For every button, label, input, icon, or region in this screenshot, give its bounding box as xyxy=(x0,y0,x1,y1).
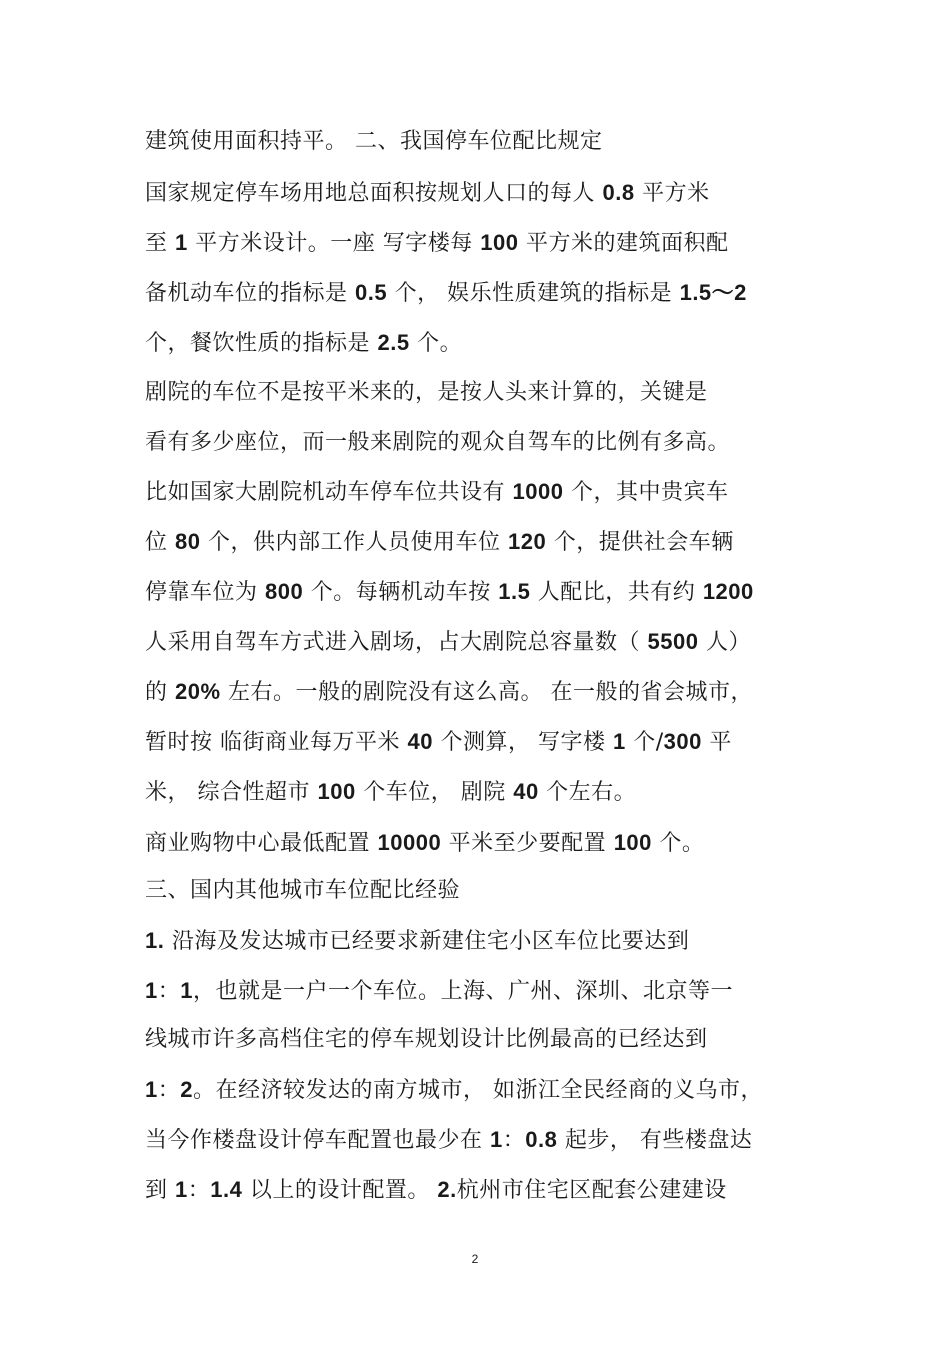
number-text: 20% xyxy=(175,679,221,704)
number-text: 300 xyxy=(663,729,702,754)
number-text: 2. xyxy=(437,1177,457,1202)
number-text: 1.5 xyxy=(498,579,531,604)
text-line: 商业购物中心最低配置 10000 平米至少要配置 100 个。 xyxy=(145,830,705,856)
text-line: 停靠车位为 800 个。每辆机动车按 1.5 人配比，共有约 1200 xyxy=(145,579,754,605)
number-text: 100 xyxy=(613,830,652,855)
text-line: 米， 综合性超市 100 个车位， 剧院 40 个左右。 xyxy=(145,779,637,805)
number-text: 1 xyxy=(145,978,158,1003)
text-line: 1：2。在经济较发达的南方城市， 如浙江全民经商的义乌市， xyxy=(145,1077,764,1103)
number-text: 1.5～2 xyxy=(679,280,747,305)
text-line: 暂时按 临街商业每万平米 40 个测算， 写字楼 1 个/300 平 xyxy=(145,729,732,755)
number-text: 1200 xyxy=(702,579,754,604)
text-line: 比如国家大剧院机动车停车位共设有 1000 个，其中贵宾车 xyxy=(145,479,729,505)
number-text: 120 xyxy=(507,529,547,554)
number-text: 800 xyxy=(265,579,304,604)
text-line: 备机动车位的指标是 0.5 个， 娱乐性质建筑的指标是 1.5～2 xyxy=(145,280,747,306)
text-line: 位 80 个，供内部工作人员使用车位 120 个，提供社会车辆 xyxy=(145,529,734,555)
number-text: 1 xyxy=(180,978,194,1003)
text-line: 至 1 平方米设计。一座 写字楼每 100 平方米的建筑面积配 xyxy=(145,230,729,256)
number-text: 0.8 xyxy=(602,180,635,205)
text-line: 的 20% 左右。一般的剧院没有这么高。 在一般的省会城市， xyxy=(145,679,754,705)
number-text: 1 xyxy=(145,1077,158,1102)
number-text: 0.8 xyxy=(525,1127,558,1152)
number-text: 80 xyxy=(175,529,201,554)
text-line: 建筑使用面积持平。 二、我国停车位配比规定 xyxy=(145,129,603,154)
number-text: 1 xyxy=(490,1127,503,1152)
number-text: 2 xyxy=(180,1077,194,1102)
number-text: 10000 xyxy=(377,830,442,855)
number-text: 1000 xyxy=(512,479,564,504)
text-line: 人采用自驾车方式进入剧场，占大剧院总容量数（ 5500 人） xyxy=(145,629,751,655)
number-text: 1 xyxy=(175,1177,188,1202)
text-line: 线城市许多高档住宅的停车规划设计比例最高的已经达到 xyxy=(145,1027,708,1052)
text-line: 国家规定停车场用地总面积按规划人口的每人 0.8 平方米 xyxy=(145,180,710,206)
number-text: 2.5 xyxy=(377,330,410,355)
number-text: 5500 xyxy=(647,629,699,654)
text-line: 个，餐饮性质的指标是 2.5 个。 xyxy=(145,330,463,356)
number-text: 1 xyxy=(612,729,626,754)
number-text: 0.5 xyxy=(355,280,388,305)
number-text: 1. xyxy=(145,928,165,953)
text-line: 1. 沿海及发达城市已经要求新建住宅小区车位比要达到 xyxy=(145,928,690,954)
number-text: 40 xyxy=(407,729,433,754)
number-text: 100 xyxy=(317,779,356,804)
text-line: 1：1，也就是一户一个车位。上海、广州、深圳、北京等一 xyxy=(145,978,734,1004)
text-line: 看有多少座位，而一般来剧院的观众自驾车的比例有多高。 xyxy=(145,430,731,455)
text-line: 到 1：1.4 以上的设计配置。 2.杭州市住宅区配套公建建设 xyxy=(145,1177,727,1203)
text-line: 剧院的车位不是按平米来的，是按人头来计算的，关键是 xyxy=(145,380,708,405)
number-text: 1 xyxy=(175,230,188,255)
number-text: 100 xyxy=(480,230,519,255)
number-text: 40 xyxy=(513,779,539,804)
section-heading: 三、国内其他城市车位配比经验 xyxy=(145,878,461,903)
page-number: 2 xyxy=(471,1252,479,1266)
number-text: 1.4 xyxy=(210,1177,243,1202)
text-line: 当今作楼盘设计停车配置也最少在 1：0.8 起步， 有些楼盘达 xyxy=(145,1127,753,1153)
